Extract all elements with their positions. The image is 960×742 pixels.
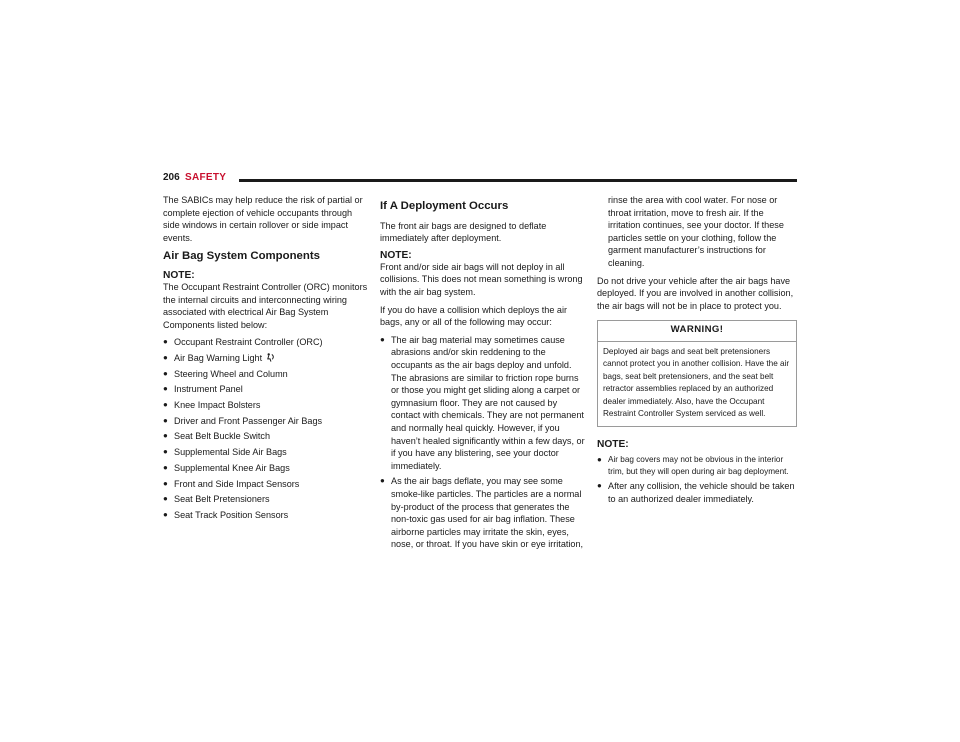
list-item: ● Steering Wheel and Column (163, 368, 288, 379)
bullet-icon: ● (163, 494, 168, 504)
bullet-icon: ● (597, 455, 602, 465)
bullet-icon: ● (380, 476, 385, 486)
bullet-icon: ● (163, 415, 168, 425)
page-number: 206 (163, 172, 180, 183)
list-item: ● As the air bags deflate, you may see some smoke-like particles. The particles are a normal by-product of the process that generates the non-toxic gas used for air bag inflation. These airborne particles may irritate the skin, eyes, nose, or throat. If you have skin or eye irritation, (380, 476, 584, 550)
list-item: ● After any collision, the vehicle should be taken to an authorized dealer immediately. (597, 481, 795, 504)
list-item: ● Front and Side Impact Sensors (163, 478, 300, 489)
header-rule (239, 179, 797, 182)
column-1 (163, 194, 368, 525)
note-list (597, 454, 797, 505)
deployment-effects-list (380, 334, 587, 551)
column-2 (380, 194, 587, 554)
bullet-icon: ● (597, 481, 602, 491)
list-item: ● Air Bag Warning Light (163, 352, 368, 365)
warning-title: WARNING! (598, 321, 796, 342)
bullet-icon: ● (163, 384, 168, 394)
list-item: ● Seat Belt Pretensioners (163, 494, 270, 505)
bullet-icon: ● (163, 337, 168, 347)
list-item: ● Air bag covers may not be obvious in the interior trim, but they will open during air bag deployment. (597, 455, 789, 476)
list-item: ● The air bag material may sometimes cause abrasions and/or skin reddening to the occupants as the air bags deploy and unfold. The abrasions are similar to friction rope burns or those you might get sliding along a carpet or gymnasium floor. They are not caused by contact with chemicals. They are not permanent and normally heal quickly. However, if you haven’t healed significantly within a few days, or if you have any blistering, see your doctor immediately. (380, 334, 585, 471)
note-label: NOTE: (597, 439, 629, 451)
column-3 (597, 194, 797, 509)
warning-paragraph: Do not drive your vehicle after the air bags have deployed. If you are involved in another collision, the air bags will not be in place to protect you. (597, 275, 794, 311)
list-item: ● Knee Impact Bolsters (163, 400, 261, 411)
list-item: ● Driver and Front Passenger Air Bags (163, 415, 323, 426)
bullet-icon: ● (163, 509, 168, 519)
intro-paragraph: The front air bags are designed to deflate immediately after deployment. (380, 220, 547, 244)
bullet-icon: ● (163, 478, 168, 488)
deployment-paragraph: If you do have a collision which deploys the air bags, any or all of the following may occur: (380, 304, 568, 328)
airbag-warning-icon (266, 353, 275, 362)
list-item: ● Instrument Panel (163, 384, 243, 395)
intro-paragraph: The SABICs may help reduce the risk of partial or complete ejection of vehicle occupants through side windows in certain rollover or side impact events. (163, 195, 363, 243)
note-text: Front and/or side air bags will not deploy in all collisions. This does not mean something is wrong with the air bag system. (380, 261, 583, 297)
bullet-icon: ● (380, 334, 385, 344)
bullet-icon: ● (163, 431, 168, 441)
note-label: NOTE: (163, 269, 195, 281)
note-label: NOTE: (380, 249, 412, 261)
components-list (163, 336, 368, 521)
page-header (163, 172, 797, 186)
list-item: ● Occupant Restraint Controller (ORC) (163, 337, 323, 348)
section-title: SAFETY (185, 172, 227, 183)
note-text: The Occupant Restraint Controller (ORC) monitors the internal circuits and interconnecting wiring associated with electrical Air Bag System Components listed below: (163, 281, 368, 330)
bullet-icon: ● (163, 462, 168, 472)
bullet-icon: ● (163, 368, 168, 378)
bullet-icon: ● (163, 447, 168, 457)
list-item: ● Supplemental Side Air Bags (163, 447, 287, 458)
bullet-icon: ● (163, 400, 168, 410)
heading-air-bag-components: Air Bag System Components (163, 250, 320, 263)
continued-text: rinse the area with cool water. For nose or throat irritation, move to fresh air. If the irritation continues, see your doctor. If these particles settle on your clothing, follow the garment manufacturer’s instructions for cleaning. (608, 195, 784, 268)
warning-box (597, 320, 797, 427)
list-item: ● Supplemental Knee Air Bags (163, 462, 290, 473)
heading-deployment: If A Deployment Occurs (380, 200, 509, 212)
bullet-icon: ● (163, 353, 168, 363)
list-item: ● Seat Belt Buckle Switch (163, 431, 271, 442)
warning-text: Deployed air bags and seat belt pretensioners cannot protect you in another collision. Have the air bags, seat belt pretensioners, and the seat belt retractor assemblies replaced by an authorized dealer immediately. Also, have the Occupant Restraint Controller System serviced as well. (603, 346, 790, 418)
list-item: ● Seat Track Position Sensors (163, 509, 289, 520)
